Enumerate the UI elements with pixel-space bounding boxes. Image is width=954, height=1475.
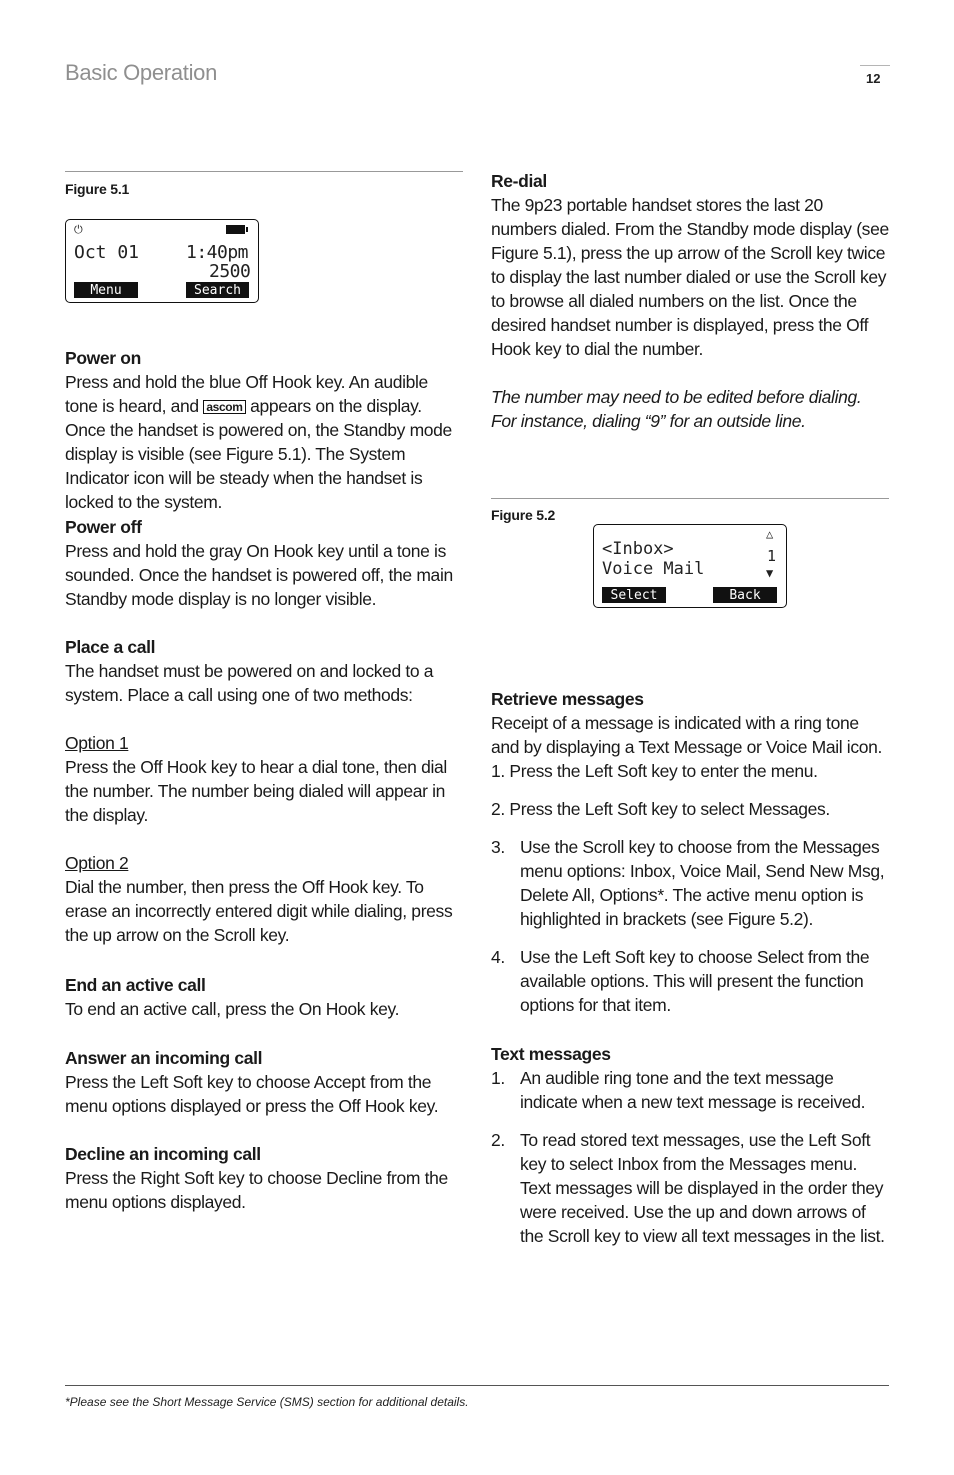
place-call-heading: Place a call: [65, 637, 156, 657]
power-on-heading: Power on: [65, 348, 141, 368]
messages-display: [593, 524, 787, 608]
place-call-text: The handset must be powered on and locked to a system. Place a call using one of two methods:: [65, 661, 434, 705]
display-date: Oct 01: [74, 242, 140, 263]
step-text: Use the Scroll key to choose from the Messages menu options: Inbox, Voice Mail, Send New Msg, Delete All, Options*. The active menu option is highlighted in brackets (see Figure 5.2).: [520, 837, 885, 929]
end-call-heading: End an active call: [65, 975, 206, 995]
text-messages-section: [491, 1042, 891, 1248]
scroll-up-arrow-icon: △: [766, 527, 774, 541]
answer-call-section: [65, 1046, 465, 1118]
display-time: 1:40pm: [186, 242, 249, 263]
option-1-title: Option 1: [65, 733, 129, 753]
figure-5-2-label: Figure 5.2: [491, 507, 556, 523]
decline-call-heading: Decline an incoming call: [65, 1144, 261, 1164]
text-messages-item-1: [491, 1066, 891, 1114]
power-on-text: [65, 370, 465, 514]
retrieve-step-3: [491, 835, 891, 931]
redial-section: [491, 169, 891, 433]
page-number-rule: [860, 65, 890, 66]
display-extension: 2500: [209, 261, 251, 282]
end-call-text: To end an active call, press the On Hook key.: [65, 999, 400, 1019]
end-call-section: [65, 973, 465, 1021]
power-off-section: [65, 515, 465, 611]
item-number: 1.: [491, 1068, 505, 1088]
text-messages-heading: Text messages: [491, 1044, 611, 1064]
step-number: 4.: [491, 947, 505, 967]
power-off-heading: Power off: [65, 517, 142, 537]
softkey-select: Select: [602, 587, 666, 603]
power-on-text-end: appears on the display. Once the handset is powered on, the Standby mode display is visible (see Figure 5.1). The System Indicator icon will be steady when the handset is locked to the system.: [65, 396, 452, 512]
ascom-logo-badge: ascom: [203, 400, 245, 414]
item-number: 2.: [491, 1130, 505, 1150]
power-on-text-start: Press and hold the blue Off Hook key. An audible tone is heard, and: [65, 372, 428, 416]
figure-5-2-rule: [491, 498, 889, 499]
retrieve-step-1: 1. Press the Left Soft key to enter the menu.: [491, 761, 818, 781]
footer-rule: [65, 1385, 889, 1386]
text-messages-item-2: [491, 1128, 891, 1248]
retrieve-messages-section: [491, 687, 891, 1017]
option-1-text: Press the Off Hook key to hear a dial tone, then dial the number. The number being dialed will appear in the display.: [65, 757, 447, 825]
redial-text: The 9p23 portable handset stores the last 20 numbers dialed. From the Standby mode display (see Figure 5.1), press the up arrow of the Scroll key twice to display the last number dialed or use the Scroll key to browse all dialed numbers on the list. Once the desired handset number is displayed, press the Off Hook key to dial the number.: [491, 195, 889, 359]
scroll-down-arrow-icon: ▼: [766, 566, 774, 580]
retrieve-messages-intro: Receipt of a message is indicated with a ring tone and by displaying a Text Message or Voice Mail icon.: [491, 713, 883, 757]
item-text: An audible ring tone and the text message indicate when a new text message is received.: [520, 1068, 866, 1112]
power-on-section: [65, 346, 465, 514]
softkey-back: Back: [713, 587, 777, 603]
answer-call-text: Press the Left Soft key to choose Accept from the menu options displayed or press the Off Hook key.: [65, 1072, 439, 1116]
step-text: Use the Left Soft key to choose Select from the available options. This will present the function options for that item.: [520, 947, 870, 1015]
scroll-position: 1: [767, 547, 777, 565]
step-number: 3.: [491, 837, 505, 857]
softkey-search: Search: [186, 282, 249, 298]
power-off-text: Press and hold the gray On Hook key until a tone is sounded. Once the handset is powered off, the main Standby mode display is no longer visible.: [65, 541, 453, 609]
standby-display: [65, 219, 259, 303]
decline-call-text: Press the Right Soft key to choose Decline from the menu options displayed.: [65, 1168, 448, 1212]
redial-note: The number may need to be edited before dialing. For instance, dialing “9” for an outside line.: [491, 387, 862, 431]
decline-call-section: [65, 1142, 465, 1214]
retrieve-step-2: 2. Press the Left Soft key to select Messages.: [491, 799, 830, 819]
figure-5-1-label: Figure 5.1: [65, 181, 130, 197]
option-2-text: Dial the number, then press the Off Hook key. To erase an incorrectly entered digit while dialing, press the up arrow on the Scroll key.: [65, 877, 453, 945]
retrieve-messages-heading: Retrieve messages: [491, 689, 644, 709]
retrieve-step-4: [491, 945, 891, 1017]
battery-tip: [246, 227, 248, 232]
option-2-title: Option 2: [65, 853, 129, 873]
display-voice-mail: Voice Mail: [602, 559, 705, 579]
softkey-menu: Menu: [74, 282, 138, 298]
battery-icon: [226, 225, 245, 234]
redial-heading: Re-dial: [491, 171, 547, 191]
page-number: 12: [866, 71, 881, 86]
footnote: *Please see the Short Message Service (SMS) section for additional details.: [65, 1395, 469, 1409]
answer-call-heading: Answer an incoming call: [65, 1048, 263, 1068]
place-call-section: [65, 635, 465, 947]
display-inbox: <Inbox>: [602, 539, 674, 559]
figure-5-1-rule: [65, 171, 463, 172]
power-icon: ⏻: [74, 223, 83, 236]
section-title: Basic Operation: [65, 60, 218, 85]
item-text: To read stored text messages, use the Left Soft key to select Inbox from the Messages menu. Text messages will be displayed in the order they were received. Use the up and down arrows of the Scroll key to view all text messages in the list.: [520, 1130, 885, 1246]
